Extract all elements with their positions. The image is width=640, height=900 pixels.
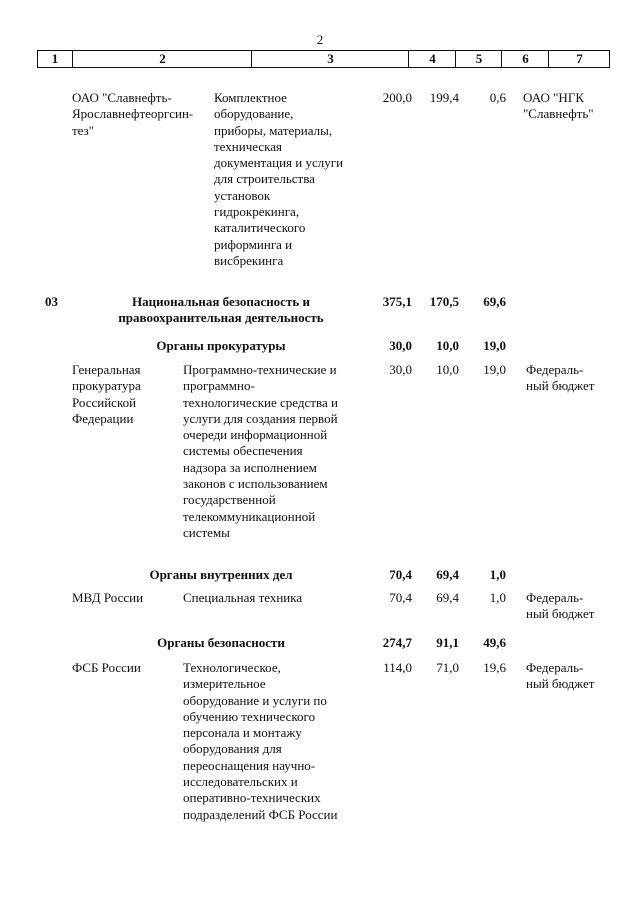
value-col4: 30,0	[389, 362, 412, 377]
value-col5: 199,4	[429, 90, 459, 105]
desc-line: переоснащения научно-	[183, 757, 316, 773]
src-line: ный бюджет	[526, 676, 595, 692]
desc-line: гидрокрекинга,	[214, 204, 300, 220]
desc-line: для строительства	[214, 171, 315, 187]
value-col6: 1,0	[489, 567, 506, 582]
desc-line: персонала и монтажу	[183, 725, 302, 741]
desc-line: измерительное	[183, 676, 266, 692]
description-cell: Специальная техника	[183, 590, 303, 605]
src-line: ный бюджет	[526, 606, 595, 622]
src-line: Федераль-	[526, 362, 584, 377]
description-cell	[183, 660, 337, 823]
value-col5: 10,0	[436, 362, 459, 377]
group-title: Органы прокуратуры	[156, 338, 286, 353]
value-col4: 114,0	[383, 660, 412, 675]
col-header-2: 2	[72, 51, 252, 67]
org-line: Генеральная	[72, 362, 141, 377]
org-line: тез"	[72, 122, 95, 138]
src-line: "Славнефть"	[523, 106, 594, 122]
org-cell	[72, 90, 193, 139]
value-col5: 91,1	[436, 635, 459, 650]
desc-line: риформинга и	[214, 236, 293, 252]
funding-source-cell	[526, 660, 594, 693]
desc-line: оперативно-технических	[183, 790, 321, 806]
value-col6: 0,6	[489, 90, 506, 105]
desc-line: государственной	[183, 492, 276, 508]
value-col4: 70,4	[389, 590, 412, 605]
desc-line: висбрекинга	[214, 252, 284, 268]
org-line: Российской	[72, 394, 137, 410]
desc-line: документация и услуги	[214, 155, 344, 171]
value-col4: 375,1	[382, 294, 412, 309]
desc-line: телекоммуникационной	[183, 508, 316, 524]
col-header-1: 1	[51, 51, 59, 66]
org-line: Федерации	[72, 410, 134, 426]
desc-line: каталитического	[214, 220, 306, 236]
value-col6: 19,6	[483, 660, 506, 675]
org-line: Ярославнефтеоргсин-	[72, 106, 194, 122]
desc-line: техническая	[214, 138, 282, 154]
desc-line: Программно-технические и	[183, 362, 337, 377]
desc-line: установок	[214, 187, 271, 203]
desc-line: оборудование и услуги по	[183, 692, 327, 708]
page-number: 2	[316, 32, 324, 47]
desc-line: технологические средства и	[183, 394, 338, 410]
org-cell	[72, 362, 141, 427]
col-header-5: 5	[455, 51, 502, 67]
section-title	[80, 294, 362, 327]
desc-line: подразделений ФСБ России	[183, 806, 338, 822]
desc-line: программно-	[183, 378, 255, 394]
description-cell	[214, 90, 343, 269]
col-header-7: 7	[548, 51, 610, 67]
section-code: 03	[45, 294, 58, 309]
col-header-4: 4	[408, 51, 456, 67]
value-col4: 70,4	[389, 567, 412, 582]
value-col6: 19,0	[483, 338, 506, 353]
org-cell: МВД России	[72, 590, 144, 605]
desc-line: системы	[183, 524, 230, 540]
value-col6: 49,6	[483, 635, 506, 650]
col-header-3: 3	[251, 51, 409, 67]
value-col6: 19,0	[483, 362, 506, 377]
org-line: прокуратура	[72, 378, 141, 394]
funding-source-cell	[526, 590, 594, 623]
src-line: Федераль-	[526, 660, 584, 675]
desc-line: очереди информационной	[183, 427, 328, 443]
desc-line: надзора за исполнением	[183, 459, 317, 475]
section-title-line: Национальная безопасность и	[132, 294, 310, 309]
desc-line: услуги для создания первой	[183, 410, 338, 426]
desc-line: законов с использованием	[183, 476, 328, 492]
value-col5: 69,4	[436, 590, 459, 605]
value-col4: 30,0	[389, 338, 412, 353]
desc-line: системы обеспечения	[183, 443, 303, 459]
group-title: Органы внутренних дел	[149, 567, 293, 582]
src-line: Федераль-	[526, 590, 584, 605]
desc-line: Комплектное	[214, 90, 287, 105]
value-col4: 274,7	[382, 635, 412, 650]
desc-line: Технологическое,	[183, 660, 281, 675]
desc-line: исследовательских и	[183, 774, 298, 790]
org-cell: ФСБ России	[72, 660, 141, 675]
funding-source-cell	[526, 362, 594, 395]
section-title-line: правоохранительная деятельность	[118, 310, 324, 326]
col-header-6: 6	[501, 51, 549, 67]
desc-line: приборы, материалы,	[214, 122, 333, 138]
value-col5: 170,5	[429, 294, 459, 309]
value-col5: 69,4	[436, 567, 459, 582]
src-line: ный бюджет	[526, 378, 595, 394]
value-col4: 200,0	[382, 90, 412, 105]
column-header-row	[37, 50, 610, 68]
funding-source-cell	[523, 90, 594, 123]
desc-line: обучению технического	[183, 708, 316, 724]
desc-line: оборудования для	[183, 741, 282, 757]
value-col6: 69,6	[483, 294, 506, 309]
src-line: ОАО "НГК	[523, 90, 585, 105]
group-title: Органы безопасности	[157, 635, 285, 650]
desc-line: оборудование,	[214, 106, 294, 122]
value-col5: 71,0	[436, 660, 459, 675]
value-col6: 1,0	[489, 590, 506, 605]
value-col5: 10,0	[436, 338, 459, 353]
description-cell	[183, 362, 338, 541]
org-line: ОАО "Славнефть-	[72, 90, 172, 105]
